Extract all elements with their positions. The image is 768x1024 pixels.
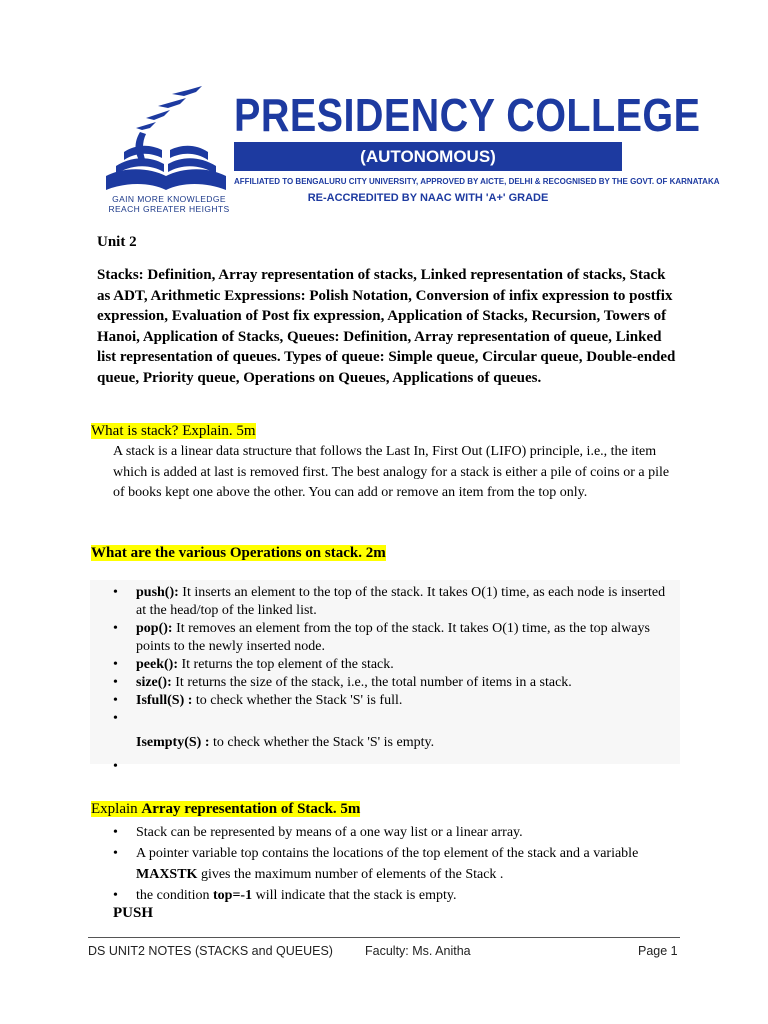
bullet-icon: • <box>113 759 118 774</box>
college-header <box>100 72 720 217</box>
item-text: A pointer variable top contains the locations of the top element of the stack and a variable <box>136 846 639 861</box>
list-item <box>113 620 673 656</box>
footer-divider <box>88 937 680 938</box>
operation-term: push(): <box>136 585 179 600</box>
item-term: MAXSTK <box>136 867 198 882</box>
affiliation-text: AFFILIATED TO BENGALURU CITY UNIVERSITY, APPROVED BY AICTE, DELHI & RECOGNISED BY THE GOVT. OF KARNATAKA <box>234 176 720 186</box>
question-text: What is stack? Explain. 5m <box>91 423 256 439</box>
bullet-icon: • <box>113 888 118 903</box>
bullet-icon: • <box>113 693 118 708</box>
operation-desc: It returns the top element of the stack. <box>178 657 394 672</box>
tagline-line-1: GAIN MORE KNOWLEDGE <box>112 194 226 204</box>
bullet-icon: • <box>113 846 118 861</box>
list-item <box>113 843 693 885</box>
list-item <box>113 584 673 620</box>
college-name: PRESIDENCY COLLEGE <box>234 89 701 141</box>
item-text: the condition <box>136 888 213 903</box>
footer-faculty: Faculty: Ms. Anitha <box>365 944 471 958</box>
list-item <box>113 734 673 752</box>
footer-course: DS UNIT2 NOTES (STACKS and QUEUES) <box>88 944 333 958</box>
question-prefix: Explain <box>91 801 142 817</box>
operation-desc: It returns the size of the stack, i.e., the total number of items in a stack. <box>171 675 572 690</box>
bullet-icon: • <box>113 585 118 600</box>
list-item <box>113 656 673 674</box>
question-what-is-stack <box>91 423 256 440</box>
question-bold: Array representation of Stack. 5m <box>141 801 361 817</box>
list-item-empty <box>113 710 673 728</box>
college-logo-icon <box>100 72 232 194</box>
unit-title: Unit 2 <box>97 234 137 250</box>
answer-what-is-stack: A stack is a linear data structure that follows the Last In, First Out (LIFO) principle, i.e., the item which is added at last is removed first. The best analogy for a stack is either a pile of coins or a pile of books kept one above the other. You can add or remove an item from the top only. <box>113 444 670 501</box>
operation-term: pop(): <box>136 621 173 636</box>
operation-term: size(): <box>136 675 172 690</box>
list-item <box>113 885 693 906</box>
bullet-icon: • <box>113 621 118 636</box>
question-text <box>91 801 360 817</box>
bullet-icon: • <box>113 825 118 840</box>
tagline-line-2: REACH GREATER HEIGHTS <box>108 204 230 214</box>
operation-term: peek(): <box>136 657 178 672</box>
bullet-icon: • <box>113 711 118 726</box>
operation-desc: It removes an element from the top of the stack. It takes O(1) time, as the top always points to the newly inserted node. <box>136 621 650 654</box>
autonomous-banner: (AUTONOMOUS) <box>234 142 622 171</box>
operation-desc: It inserts an element to the top of the stack. It takes O(1) time, as each node is inserted at the head/top of the linked list. <box>136 585 666 618</box>
list-item <box>113 692 673 710</box>
bullet-icon: • <box>113 675 118 690</box>
footer-page-number: Page 1 <box>638 944 678 958</box>
list-item <box>113 674 673 692</box>
bullet-icon: • <box>113 657 118 672</box>
array-representation-list <box>113 822 693 906</box>
item-text: gives the maximum number of elements of the Stack . <box>197 867 504 882</box>
operation-desc: to check whether the Stack 'S' is full. <box>192 693 403 708</box>
question-text: What are the various Operations on stack. 2m <box>91 545 386 561</box>
operation-term: Isempty(S) : <box>136 735 210 750</box>
question-array-representation <box>91 801 360 818</box>
item-term: top=-1 <box>213 888 253 903</box>
syllabus-paragraph: Stacks: Definition, Array representation of stacks, Linked representation of stacks, Stack as ADT, Arithmetic Expressions: Polish Notation, Conversion of infix expression to postfix expression, Evaluation of Post fix expression, Application of Stacks, Recursion, Towers of Hanoi, Application of Stacks, Queues: Definition, Array representation of queue, Linked list representation of queues. Types of queue: Simple queue, Circular queue, Double-ended queue, Priority queue, Operations on Queues, Applications of queues. <box>97 267 676 386</box>
college-tagline <box>108 194 230 214</box>
item-text: will indicate that the stack is empty. <box>252 888 457 903</box>
question-stack-operations <box>91 545 386 562</box>
list-item-empty <box>113 758 673 776</box>
list-item <box>113 822 693 843</box>
operations-list <box>113 584 673 776</box>
item-text: Stack can be represented by means of a one way list or a linear array. <box>136 825 523 840</box>
operation-term: Isfull(S) : <box>136 693 193 708</box>
accreditation-text: RE-ACCREDITED BY NAAC WITH 'A+' GRADE <box>307 192 549 204</box>
operation-desc: to check whether the Stack 'S' is empty. <box>209 735 435 750</box>
push-heading: PUSH <box>113 905 154 921</box>
